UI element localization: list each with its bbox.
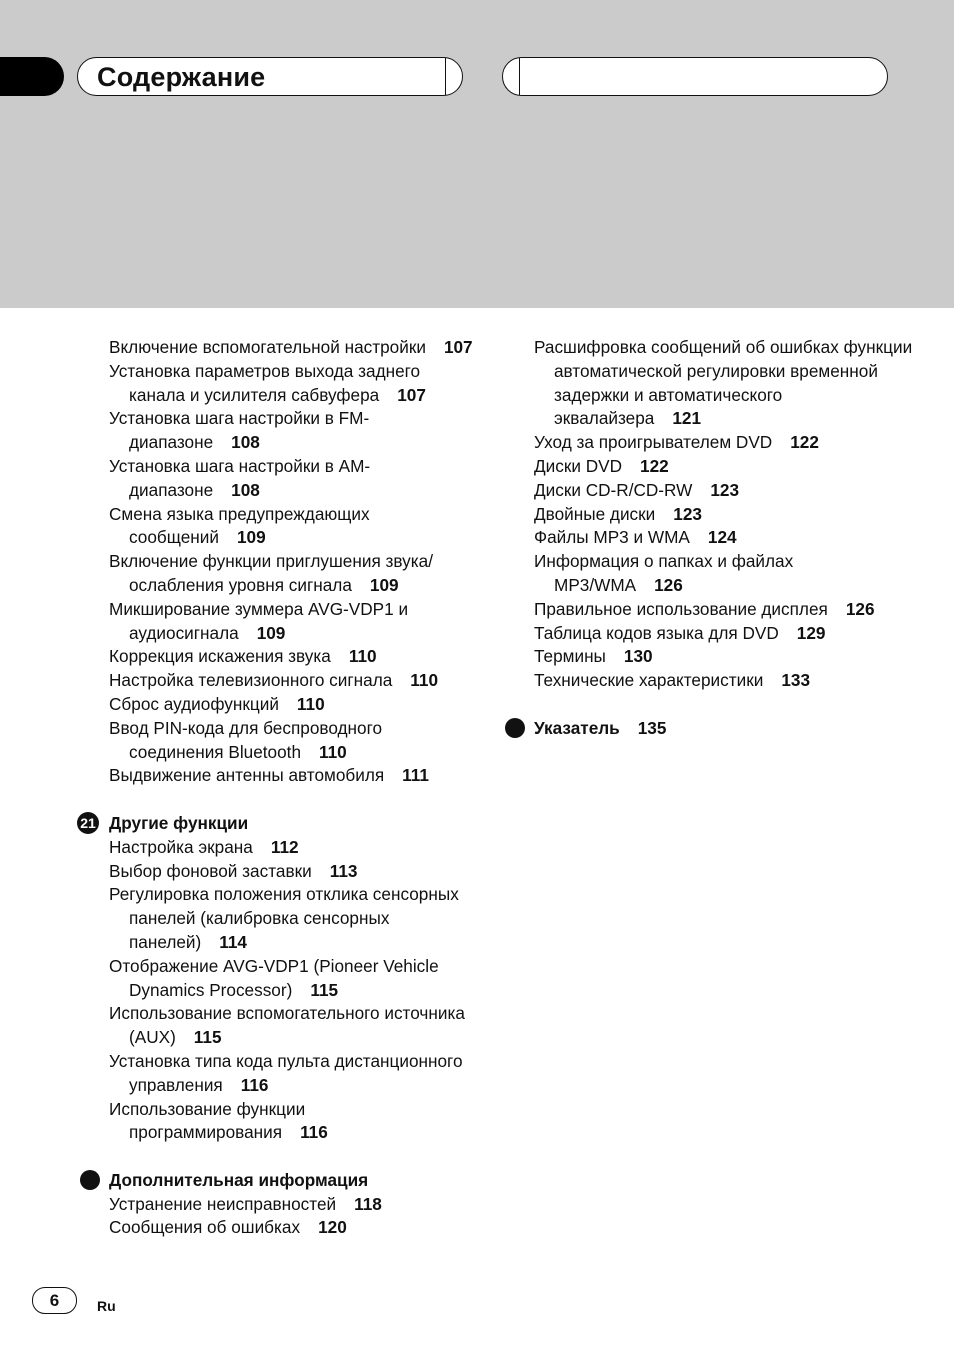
section-title: Другие функции (109, 812, 249, 833)
toc-entry-title: Таблица кодов языка для DVD (534, 622, 779, 643)
toc-entry-title: Диски DVD (534, 455, 623, 476)
toc-entry[interactable] (534, 645, 914, 669)
toc-page-number: 122 (640, 455, 669, 476)
toc-entry[interactable] (109, 955, 479, 1003)
toc-entry-title: Настройка экрана (109, 836, 253, 857)
toc-entry[interactable] (534, 336, 914, 431)
toc-page-number: 110 (348, 646, 377, 667)
toc-entry[interactable] (109, 1098, 479, 1146)
toc-entry-title: Файлы MP3 и WMA (534, 527, 690, 548)
section-tab-marker (0, 57, 64, 96)
toc-page-number: 116 (240, 1074, 269, 1095)
toc-entry-title: Установка параметров выхода заднего канала и усилителя сабвуфера (109, 360, 421, 405)
empty-box-divider (519, 58, 520, 95)
toc-page-number: 109 (256, 622, 286, 643)
toc-section-21-entries (109, 836, 479, 1145)
toc-page-number: 110 (296, 693, 325, 714)
chapter-bullet-icon (80, 1170, 100, 1190)
toc-entry[interactable] (109, 836, 479, 860)
toc-entry[interactable] (109, 503, 479, 551)
toc-left-entries (109, 336, 479, 788)
title-box-divider (445, 58, 446, 95)
toc-entry-title: Микширование зуммера AVG-VDP1 и аудиосигнала (109, 598, 409, 643)
toc-page-number: 121 (672, 408, 702, 429)
header-band (0, 0, 954, 308)
toc-page-number: 126 (845, 598, 875, 619)
toc-entry-title: Технические характеристики (534, 670, 764, 691)
toc-entry-title: Выдвижение антенны автомобиля (109, 765, 385, 786)
toc-page-number: 135 (637, 717, 667, 738)
toc-entry[interactable] (534, 431, 914, 455)
toc-entry-title: Смена языка предупреждающих сообщений (109, 503, 370, 548)
toc-page-number: 107 (443, 337, 473, 357)
toc-entry-title: Сообщения об ошибках (109, 1217, 301, 1238)
toc-entry[interactable] (109, 360, 479, 408)
toc-entry[interactable] (109, 1002, 479, 1050)
section-title: Дополнительная информация (109, 1169, 369, 1190)
toc-entry-title: Сброс аудиофункций (109, 693, 279, 714)
toc-page-number: 110 (319, 741, 347, 762)
toc-entry[interactable] (534, 598, 914, 622)
toc-page-number: 120 (318, 1217, 347, 1238)
page-number-badge: 6 (32, 1287, 77, 1314)
toc-entry[interactable] (109, 336, 479, 360)
toc-entry[interactable] (534, 455, 914, 479)
toc-entry-title: Информация о папках и файлах MP3/WMA (534, 551, 794, 595)
section-heading-index[interactable] (534, 717, 914, 741)
toc-page-number: 126 (654, 574, 683, 595)
toc-entry[interactable] (534, 479, 914, 503)
toc-entry[interactable] (109, 860, 479, 884)
language-label: Ru (97, 1298, 116, 1314)
toc-entry[interactable] (109, 693, 479, 717)
toc-entry[interactable] (109, 883, 479, 954)
toc-right-column (534, 336, 914, 741)
toc-entry-title: Использование вспомогательного источника (AUX) (109, 1003, 465, 1048)
toc-page-number: 122 (790, 432, 819, 453)
toc-entry-title: Установка шага настройки в AM-диапазоне (109, 455, 371, 500)
toc-page-number: 114 (219, 931, 247, 952)
toc-entry-title: Устранение неисправностей (109, 1193, 337, 1214)
toc-entry[interactable] (109, 1050, 479, 1098)
toc-entry-title: Уход за проигрывателем DVD (534, 432, 773, 453)
toc-page-number: 118 (354, 1193, 382, 1214)
toc-page-number: 108 (231, 479, 260, 500)
toc-entry[interactable] (534, 550, 914, 598)
toc-entry[interactable] (109, 645, 479, 669)
toc-page-number: 129 (796, 622, 826, 643)
toc-page-number: 109 (369, 574, 399, 595)
toc-entry-title: Использование функции программирования (109, 1098, 306, 1143)
toc-entry[interactable] (109, 1193, 479, 1217)
toc-entry-title: Расшифровка сообщений об ошибках функции автоматической регулировки временной задержки и автоматического эквалайзера (534, 337, 913, 429)
toc-right-entries (534, 336, 914, 693)
toc-entry[interactable] (109, 598, 479, 646)
toc-page-number: 115 (310, 979, 339, 1000)
toc-page-number: 116 (300, 1122, 328, 1143)
toc-page-number: 115 (193, 1027, 222, 1048)
toc-entry[interactable] (109, 1216, 479, 1240)
toc-entry-title: Настройка телевизионного сигнала (109, 670, 393, 691)
title-box (77, 57, 463, 96)
chapter-bullet-icon (505, 718, 525, 738)
toc-entry-title: Коррекция искажения звука (109, 646, 331, 667)
toc-additional-entries (109, 1193, 479, 1241)
toc-entry-title: Правильное использование дисплея (534, 598, 828, 619)
empty-header-box (502, 57, 888, 96)
section-heading-additional-info[interactable] (109, 1169, 479, 1193)
page-title: Содержание (97, 62, 266, 92)
toc-entry-title: Диски CD-R/CD-RW (534, 479, 693, 500)
chapter-number-badge: 21 (77, 812, 99, 834)
toc-page-number: 113 (329, 860, 358, 881)
toc-page-number: 107 (397, 384, 426, 405)
toc-page-number: 109 (236, 527, 266, 548)
toc-entry-title: Ввод PIN-кода для беспроводного соединения Bluetooth (109, 717, 383, 762)
toc-page-number: 111 (402, 765, 429, 786)
toc-entry[interactable] (534, 622, 914, 646)
toc-entry-title: Установка шага настройки в FM-диапазоне (109, 408, 370, 453)
toc-entry-title: Выбор фоновой заставки (109, 860, 312, 881)
toc-entry-title: Включение функции приглушения звука/ослабления уровня сигнала (109, 551, 433, 595)
toc-entry[interactable] (534, 503, 914, 527)
toc-page-number: 130 (623, 646, 653, 667)
toc-entry[interactable] (109, 550, 479, 598)
toc-page-number: 123 (710, 479, 740, 500)
toc-entry-title: Включение вспомогательной настройки (109, 337, 426, 357)
toc-entry-title: Установка типа кода пульта дистанционного управления (109, 1050, 463, 1095)
section-heading-other-functions[interactable] (80, 812, 479, 836)
toc-entry[interactable] (109, 455, 479, 503)
toc-entry[interactable] (534, 669, 914, 693)
toc-left-column (80, 336, 479, 1240)
toc-page-number: 123 (673, 503, 702, 524)
toc-entry-title: Термины (534, 646, 606, 667)
toc-page-number: 108 (231, 432, 260, 453)
toc-entry-title: Двойные диски (534, 503, 656, 524)
toc-entry[interactable] (109, 717, 479, 765)
toc-entry[interactable] (534, 526, 914, 550)
toc-page-number: 110 (410, 670, 439, 691)
toc-entry[interactable] (109, 407, 479, 455)
toc-entry-title: Регулировка положения отклика сенсорных панелей (калибровка сенсорных панелей) (109, 884, 459, 952)
toc-entry[interactable] (109, 669, 479, 693)
toc-page-number: 112 (270, 836, 299, 857)
section-title: Указатель (534, 717, 620, 738)
toc-entry-title: Отображение AVG-VDP1 (Pioneer Vehicle Dynamics Processor) (109, 955, 439, 1000)
toc-page-number: 133 (781, 670, 811, 691)
toc-entry[interactable] (109, 764, 479, 788)
toc-page-number: 124 (707, 527, 737, 548)
